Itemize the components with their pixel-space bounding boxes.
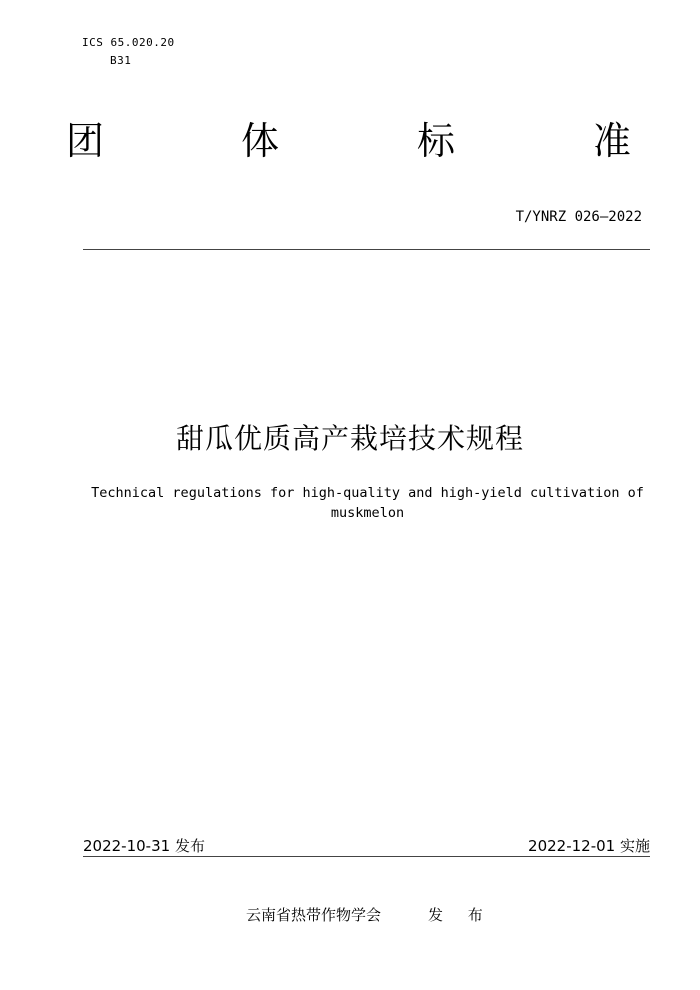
implementation-date: 2022-12-01 实施 [528, 837, 650, 855]
ccs-code: B31 [110, 54, 132, 67]
bottom-divider [83, 856, 650, 857]
title-chinese: 甜瓜优质高产栽培技术规程 [175, 422, 524, 455]
publish-label: 发 布 [428, 906, 493, 924]
standard-type-char-4: 准 [593, 119, 632, 163]
standard-type-char-2: 体 [241, 119, 280, 163]
top-divider [83, 249, 650, 250]
title-english: Technical regulations for high-quality and high-yield cultivation of muskmelon [91, 485, 644, 521]
standard-number: T/YNRZ 026—2022 [515, 209, 642, 225]
ics-code: ICS 65.020.20 [82, 36, 175, 49]
publisher-name: 云南省热带作物学会 [246, 906, 382, 924]
publication-date: 2022-10-31 发布 [83, 837, 205, 855]
standard-type-char-3: 标 [417, 119, 456, 163]
standard-type-char-1: 团 [66, 119, 105, 163]
